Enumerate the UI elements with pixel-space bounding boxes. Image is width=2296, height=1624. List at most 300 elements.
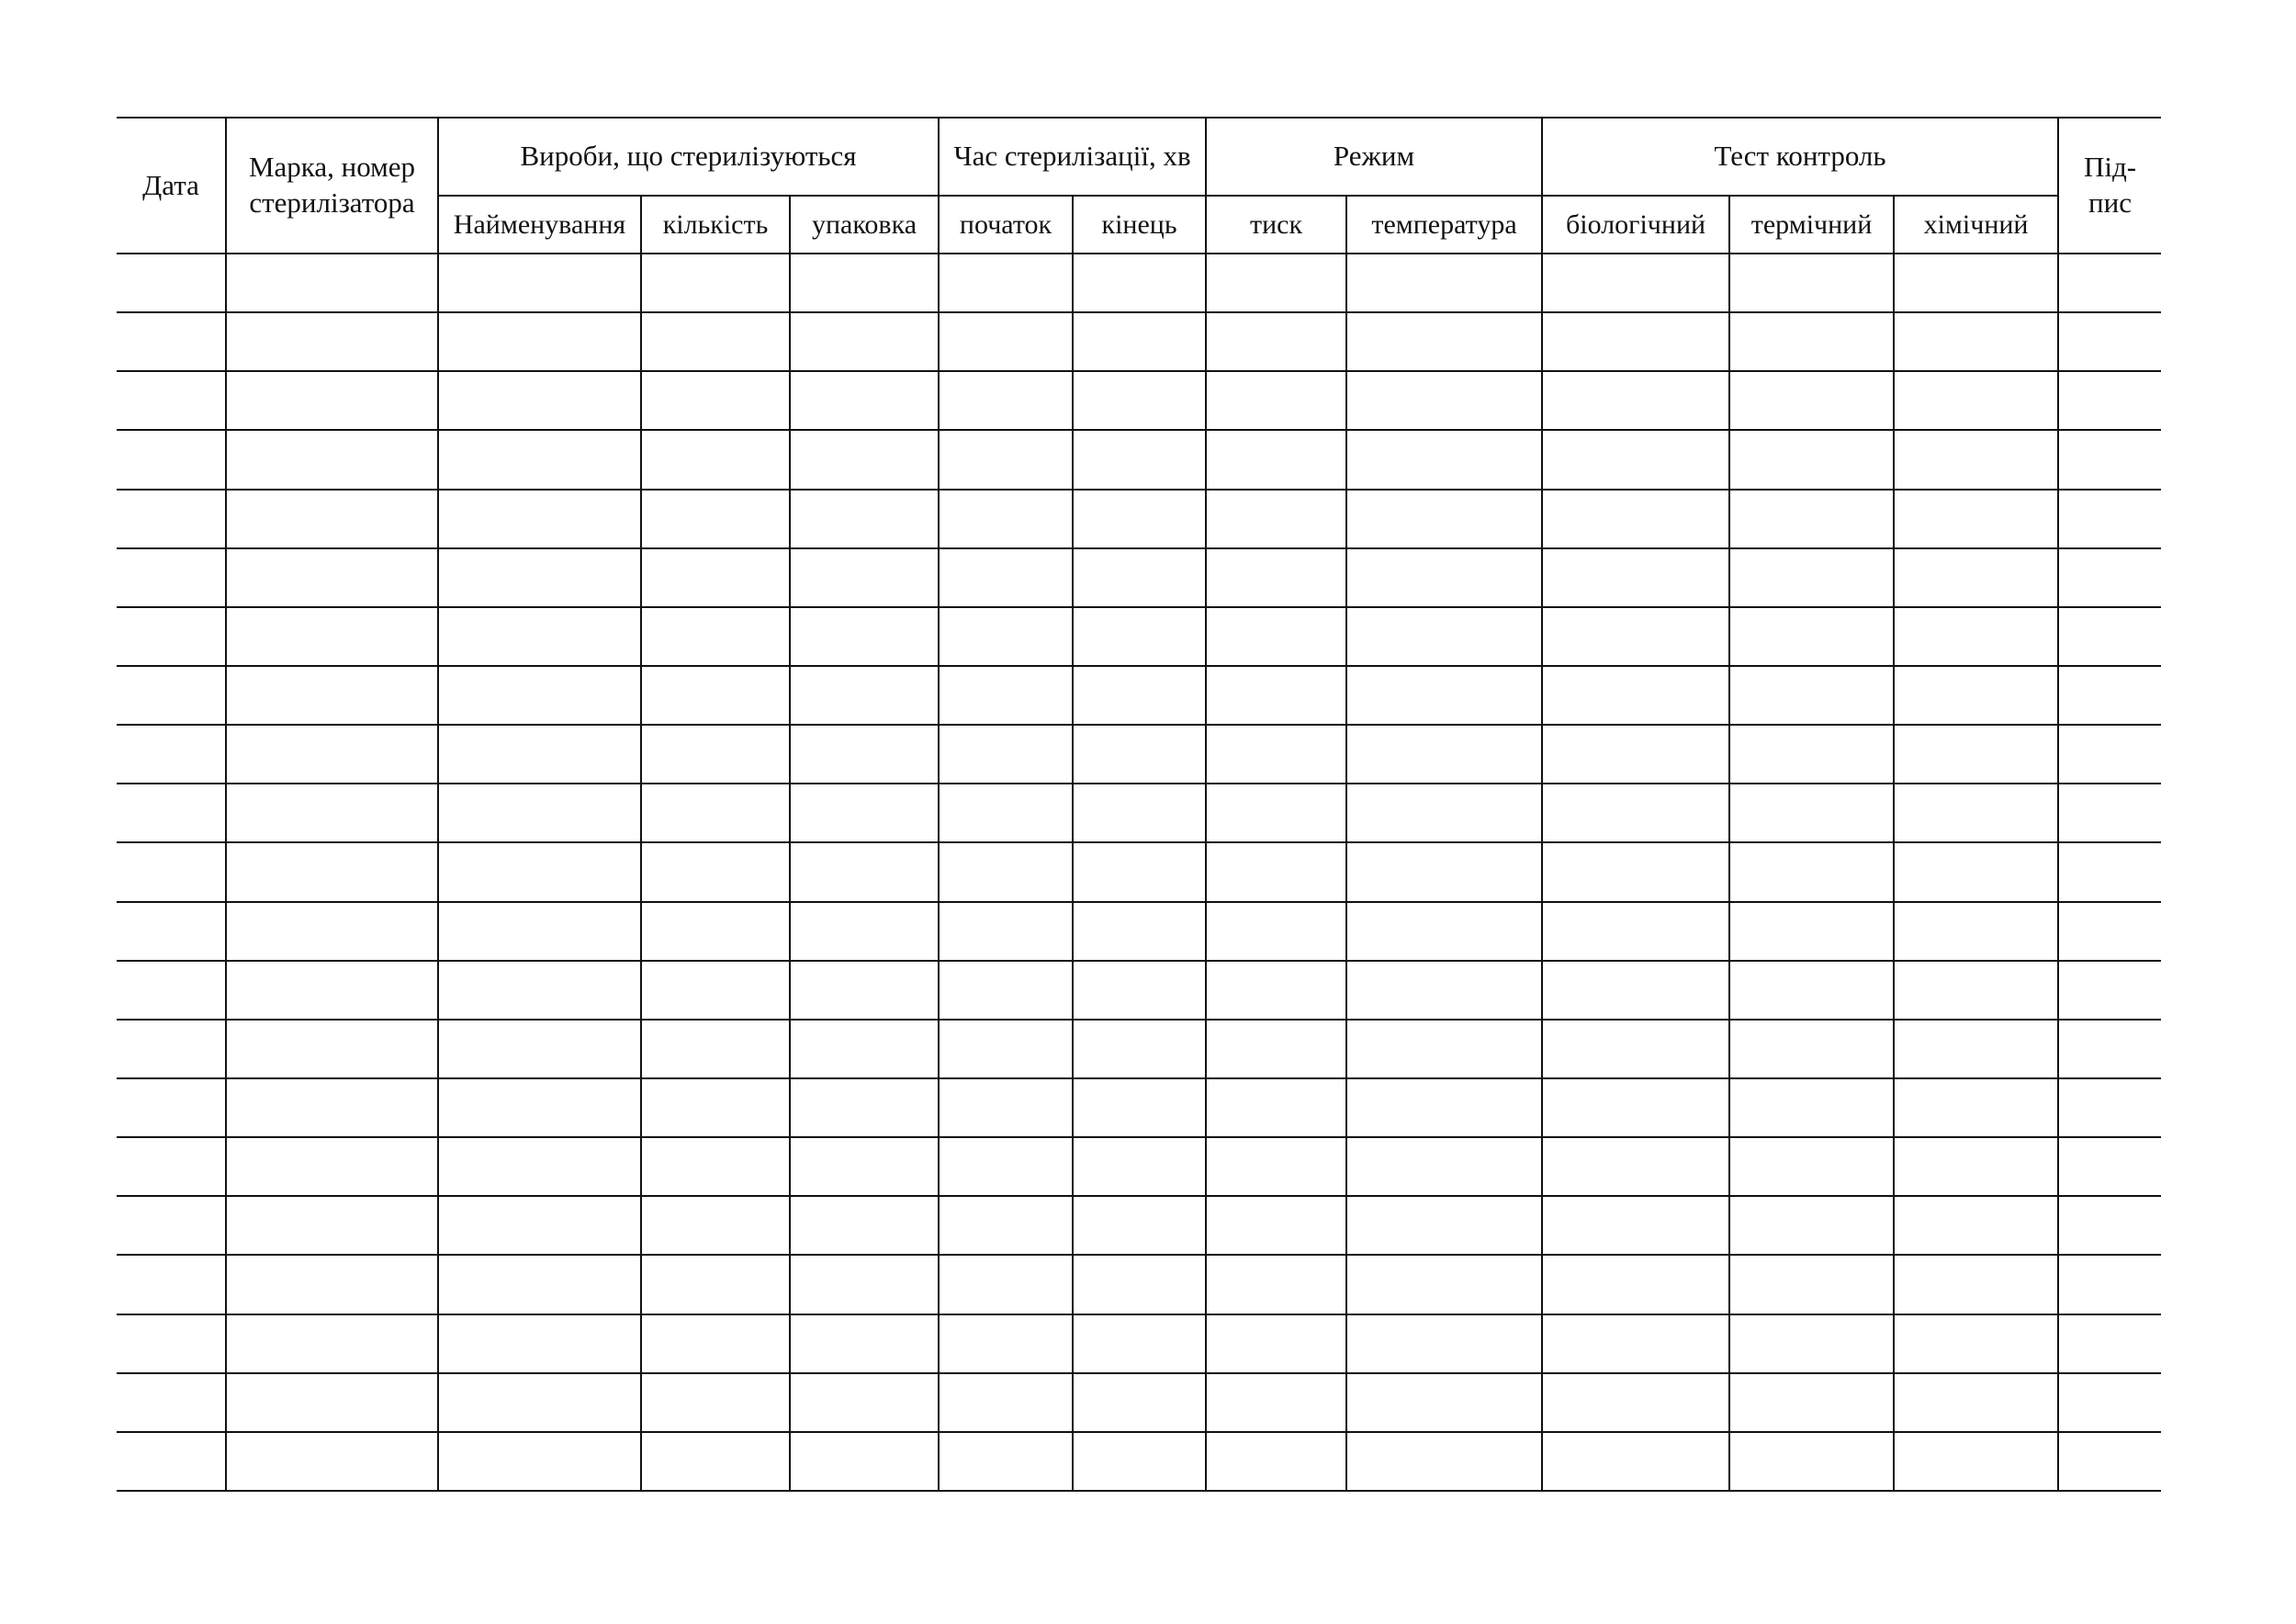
table-cell[interactable]: [1073, 961, 1206, 1020]
table-cell[interactable]: [1073, 1255, 1206, 1314]
table-cell[interactable]: [226, 490, 438, 548]
table-cell[interactable]: [1346, 1432, 1542, 1491]
table-cell[interactable]: [1346, 254, 1542, 312]
table-cell[interactable]: [438, 1432, 641, 1491]
subheader-temperature: температура: [1346, 196, 1542, 254]
table-cell[interactable]: [1894, 548, 2058, 607]
table-cell[interactable]: [1073, 902, 1206, 961]
table-cell[interactable]: [641, 254, 790, 312]
table-cell[interactable]: [790, 1432, 939, 1491]
table-cell[interactable]: [939, 666, 1073, 725]
table-cell[interactable]: [117, 842, 226, 901]
table-cell[interactable]: [2058, 902, 2161, 961]
table-cell[interactable]: [641, 1137, 790, 1196]
table-cell[interactable]: [1542, 784, 1729, 842]
table-cell[interactable]: [1346, 902, 1542, 961]
table-cell[interactable]: [641, 725, 790, 784]
table-cell[interactable]: [226, 666, 438, 725]
table-cell[interactable]: [641, 312, 790, 371]
table-cell[interactable]: [117, 1137, 226, 1196]
table-cell[interactable]: [1206, 1314, 1346, 1373]
table-cell[interactable]: [438, 1020, 641, 1078]
table-cell[interactable]: [1729, 1078, 1894, 1137]
table-cell[interactable]: [438, 902, 641, 961]
table-cell[interactable]: [2058, 607, 2161, 666]
table-cell[interactable]: [117, 1020, 226, 1078]
table-cell[interactable]: [1542, 371, 1729, 430]
table-cell[interactable]: [438, 254, 641, 312]
table-cell[interactable]: [939, 490, 1073, 548]
table-cell[interactable]: [1894, 1020, 2058, 1078]
table-cell[interactable]: [641, 371, 790, 430]
table-cell[interactable]: [790, 842, 939, 901]
table-row: [117, 725, 2161, 784]
table-cell[interactable]: [1346, 961, 1542, 1020]
table-cell[interactable]: [2058, 1196, 2161, 1255]
table-cell[interactable]: [1729, 1137, 1894, 1196]
table-cell[interactable]: [1206, 430, 1346, 489]
table-cell[interactable]: [1073, 1314, 1206, 1373]
table-cell[interactable]: [226, 1314, 438, 1373]
table-cell[interactable]: [1073, 842, 1206, 901]
table-cell[interactable]: [1346, 490, 1542, 548]
table-cell[interactable]: [226, 902, 438, 961]
table-cell[interactable]: [641, 902, 790, 961]
table-cell[interactable]: [1346, 666, 1542, 725]
table-cell[interactable]: [790, 254, 939, 312]
table-cell[interactable]: [790, 1196, 939, 1255]
table-cell[interactable]: [1206, 607, 1346, 666]
table-row: [117, 371, 2161, 430]
table-cell[interactable]: [2058, 430, 2161, 489]
table-cell[interactable]: [1346, 607, 1542, 666]
table-cell[interactable]: [1073, 254, 1206, 312]
table-cell[interactable]: [1346, 312, 1542, 371]
table-cell[interactable]: [939, 607, 1073, 666]
table-cell[interactable]: [939, 842, 1073, 901]
table-cell[interactable]: [2058, 1137, 2161, 1196]
table-cell[interactable]: [1346, 1137, 1542, 1196]
table-cell[interactable]: [790, 371, 939, 430]
table-cell[interactable]: [641, 430, 790, 489]
table-cell[interactable]: [1542, 902, 1729, 961]
table-cell[interactable]: [438, 1137, 641, 1196]
table-cell[interactable]: [2058, 725, 2161, 784]
table-cell[interactable]: [790, 666, 939, 725]
table-cell[interactable]: [790, 1078, 939, 1137]
table-cell[interactable]: [1206, 1137, 1346, 1196]
header-items-group: Вироби, що стерилізуються: [438, 118, 939, 196]
table-cell[interactable]: [117, 1432, 226, 1491]
table-cell[interactable]: [117, 784, 226, 842]
table-cell[interactable]: [1894, 666, 2058, 725]
table-cell[interactable]: [1542, 842, 1729, 901]
table-cell[interactable]: [1894, 1373, 2058, 1432]
table-cell[interactable]: [438, 312, 641, 371]
table-cell[interactable]: [117, 1255, 226, 1314]
table-cell[interactable]: [1206, 842, 1346, 901]
table-cell[interactable]: [438, 842, 641, 901]
subheader-pressure: тиск: [1206, 196, 1346, 254]
table-row: [117, 1020, 2161, 1078]
table-cell[interactable]: [1729, 312, 1894, 371]
table-cell[interactable]: [117, 548, 226, 607]
subheader-biological: біологічний: [1542, 196, 1729, 254]
table-cell[interactable]: [1073, 548, 1206, 607]
table-cell[interactable]: [939, 1196, 1073, 1255]
table-cell[interactable]: [790, 1373, 939, 1432]
table-cell[interactable]: [2058, 842, 2161, 901]
table-cell[interactable]: [641, 666, 790, 725]
table-cell[interactable]: [1894, 430, 2058, 489]
table-cell[interactable]: [641, 1255, 790, 1314]
table-cell[interactable]: [641, 1196, 790, 1255]
table-cell[interactable]: [1073, 312, 1206, 371]
table-cell[interactable]: [438, 430, 641, 489]
table-cell[interactable]: [1542, 430, 1729, 489]
table-cell[interactable]: [117, 430, 226, 489]
table-cell[interactable]: [1729, 607, 1894, 666]
table-cell[interactable]: [117, 961, 226, 1020]
table-cell[interactable]: [641, 548, 790, 607]
table-cell[interactable]: [1542, 1373, 1729, 1432]
table-cell[interactable]: [1542, 1020, 1729, 1078]
table-cell[interactable]: [1206, 1255, 1346, 1314]
table-cell[interactable]: [226, 1432, 438, 1491]
table-cell[interactable]: [1206, 784, 1346, 842]
table-cell[interactable]: [1206, 725, 1346, 784]
table-cell[interactable]: [1729, 1432, 1894, 1491]
table-cell[interactable]: [939, 1137, 1073, 1196]
table-cell[interactable]: [939, 1373, 1073, 1432]
table-cell[interactable]: [790, 312, 939, 371]
table-cell[interactable]: [1206, 902, 1346, 961]
table-cell[interactable]: [790, 1314, 939, 1373]
table-cell[interactable]: [1542, 1078, 1729, 1137]
table-cell[interactable]: [1346, 842, 1542, 901]
table-cell[interactable]: [1542, 312, 1729, 371]
table-cell[interactable]: [1894, 725, 2058, 784]
header-row-main: [117, 118, 2161, 196]
table-cell[interactable]: [1073, 1432, 1206, 1491]
subheader-start: початок: [939, 196, 1073, 254]
table-cell[interactable]: [641, 607, 790, 666]
table-cell[interactable]: [1894, 1078, 2058, 1137]
table-cell[interactable]: [1729, 1020, 1894, 1078]
table-cell[interactable]: [438, 607, 641, 666]
table-cell[interactable]: [117, 1196, 226, 1255]
table-cell[interactable]: [438, 1196, 641, 1255]
table-cell[interactable]: [1729, 254, 1894, 312]
table-cell[interactable]: [1894, 254, 2058, 312]
table-cell[interactable]: [226, 430, 438, 489]
table-cell[interactable]: [226, 312, 438, 371]
table-cell[interactable]: [1542, 1196, 1729, 1255]
table-cell[interactable]: [641, 1314, 790, 1373]
table-cell[interactable]: [939, 1020, 1073, 1078]
table-cell[interactable]: [939, 548, 1073, 607]
table-cell[interactable]: [790, 607, 939, 666]
table-cell[interactable]: [226, 607, 438, 666]
table-cell[interactable]: [1729, 1314, 1894, 1373]
table-cell[interactable]: [939, 1255, 1073, 1314]
table-cell[interactable]: [1346, 430, 1542, 489]
table-cell[interactable]: [1894, 784, 2058, 842]
table-cell[interactable]: [1346, 1196, 1542, 1255]
table-cell[interactable]: [1729, 725, 1894, 784]
table-cell[interactable]: [438, 371, 641, 430]
table-cell[interactable]: [226, 961, 438, 1020]
table-cell[interactable]: [2058, 312, 2161, 371]
table-row: [117, 1196, 2161, 1255]
table-cell[interactable]: [1206, 312, 1346, 371]
table-cell[interactable]: [939, 312, 1073, 371]
table-cell[interactable]: [1542, 961, 1729, 1020]
table-cell[interactable]: [117, 1314, 226, 1373]
table-cell[interactable]: [438, 1078, 641, 1137]
table-cell[interactable]: [117, 254, 226, 312]
table-cell[interactable]: [117, 607, 226, 666]
table-cell[interactable]: [438, 1373, 641, 1432]
table-cell[interactable]: [1073, 1373, 1206, 1432]
table-cell[interactable]: [790, 784, 939, 842]
table-cell[interactable]: [939, 371, 1073, 430]
table-cell[interactable]: [226, 1078, 438, 1137]
table-cell[interactable]: [1346, 1373, 1542, 1432]
table-cell[interactable]: [117, 490, 226, 548]
subheader-quantity: кількість: [641, 196, 790, 254]
table-cell[interactable]: [790, 961, 939, 1020]
table-cell[interactable]: [2058, 1078, 2161, 1137]
table-row: [117, 430, 2161, 489]
table-cell[interactable]: [641, 1020, 790, 1078]
table-cell[interactable]: [939, 1314, 1073, 1373]
table-cell[interactable]: [1542, 1432, 1729, 1491]
table-cell[interactable]: [1894, 312, 2058, 371]
table-cell[interactable]: [1542, 1255, 1729, 1314]
table-cell[interactable]: [939, 961, 1073, 1020]
table-cell[interactable]: [1206, 1196, 1346, 1255]
table-cell[interactable]: [790, 1255, 939, 1314]
table-cell[interactable]: [1542, 254, 1729, 312]
table-row: [117, 1432, 2161, 1491]
header-time-group: Час стерилізації, хв: [939, 118, 1206, 196]
table-cell[interactable]: [438, 784, 641, 842]
table-cell[interactable]: [2058, 254, 2161, 312]
table-cell[interactable]: [1894, 1255, 2058, 1314]
table-cell[interactable]: [641, 1373, 790, 1432]
table-cell[interactable]: [226, 371, 438, 430]
table-cell[interactable]: [226, 1020, 438, 1078]
table-cell[interactable]: [1206, 1432, 1346, 1491]
table-cell[interactable]: [1073, 666, 1206, 725]
table-cell[interactable]: [1729, 666, 1894, 725]
table-cell[interactable]: [1729, 902, 1894, 961]
table-cell[interactable]: [939, 254, 1073, 312]
table-cell[interactable]: [790, 1020, 939, 1078]
table-cell[interactable]: [1206, 1078, 1346, 1137]
table-cell[interactable]: [1206, 490, 1346, 548]
table-cell[interactable]: [226, 725, 438, 784]
table-cell[interactable]: [790, 725, 939, 784]
sterilization-log-table: [117, 117, 2161, 1492]
table-cell[interactable]: [1729, 1255, 1894, 1314]
table-cell[interactable]: [641, 1078, 790, 1137]
table-cell[interactable]: [1894, 607, 2058, 666]
table-cell[interactable]: [1073, 490, 1206, 548]
table-cell[interactable]: [1729, 548, 1894, 607]
table-cell[interactable]: [1346, 725, 1542, 784]
table-cell[interactable]: [939, 1078, 1073, 1137]
table-cell[interactable]: [1542, 607, 1729, 666]
table-cell[interactable]: [1729, 842, 1894, 901]
header-mode-group: Режим: [1206, 118, 1542, 196]
table-cell[interactable]: [117, 1078, 226, 1137]
table-cell[interactable]: [641, 842, 790, 901]
table-cell[interactable]: [2058, 1255, 2161, 1314]
table-cell[interactable]: [641, 961, 790, 1020]
table-cell[interactable]: [117, 1373, 226, 1432]
table-cell[interactable]: [2058, 371, 2161, 430]
table-cell[interactable]: [438, 1314, 641, 1373]
table-cell[interactable]: [1542, 666, 1729, 725]
table-cell[interactable]: [790, 1137, 939, 1196]
table-row: [117, 490, 2161, 548]
table-cell[interactable]: [641, 1432, 790, 1491]
table-cell[interactable]: [641, 784, 790, 842]
table-cell[interactable]: [226, 548, 438, 607]
table-cell[interactable]: [2058, 666, 2161, 725]
table-cell[interactable]: [1894, 1196, 2058, 1255]
table-cell[interactable]: [1894, 371, 2058, 430]
table-cell[interactable]: [2058, 490, 2161, 548]
table-cell[interactable]: [939, 725, 1073, 784]
table-cell[interactable]: [1542, 725, 1729, 784]
table-cell[interactable]: [1346, 1020, 1542, 1078]
table-cell[interactable]: [438, 1255, 641, 1314]
table-cell[interactable]: [1346, 1078, 1542, 1137]
table-cell[interactable]: [939, 430, 1073, 489]
table-cell[interactable]: [1542, 1137, 1729, 1196]
table-cell[interactable]: [1073, 430, 1206, 489]
table-cell[interactable]: [939, 1432, 1073, 1491]
table-cell[interactable]: [1894, 490, 2058, 548]
table-cell[interactable]: [438, 725, 641, 784]
table-cell[interactable]: [1729, 490, 1894, 548]
table-cell[interactable]: [2058, 784, 2161, 842]
table-cell[interactable]: [117, 312, 226, 371]
table-cell[interactable]: [2058, 548, 2161, 607]
table-cell[interactable]: [1894, 1314, 2058, 1373]
header-test-group: Тест контроль: [1542, 118, 2058, 196]
table-row: [117, 666, 2161, 725]
table-cell[interactable]: [226, 1255, 438, 1314]
table-cell[interactable]: [226, 842, 438, 901]
table-cell[interactable]: [1346, 784, 1542, 842]
table-cell[interactable]: [1542, 490, 1729, 548]
table-cell[interactable]: [1729, 1373, 1894, 1432]
table-cell[interactable]: [790, 548, 939, 607]
table-cell[interactable]: [1206, 371, 1346, 430]
table-cell[interactable]: [790, 490, 939, 548]
table-row: [117, 842, 2161, 901]
table-cell[interactable]: [1206, 254, 1346, 312]
subheader-end: кінець: [1073, 196, 1206, 254]
table-cell[interactable]: [1542, 1314, 1729, 1373]
table-cell[interactable]: [1729, 784, 1894, 842]
table-cell[interactable]: [1206, 666, 1346, 725]
table-cell[interactable]: [1346, 1314, 1542, 1373]
table-cell[interactable]: [790, 902, 939, 961]
table-cell[interactable]: [117, 371, 226, 430]
table-cell[interactable]: [1206, 961, 1346, 1020]
table-cell[interactable]: [438, 666, 641, 725]
table-cell[interactable]: [2058, 1373, 2161, 1432]
table-cell[interactable]: [939, 902, 1073, 961]
subheader-name: Найменування: [438, 196, 641, 254]
table-cell[interactable]: [1729, 371, 1894, 430]
table-cell[interactable]: [117, 666, 226, 725]
table-cell[interactable]: [1894, 902, 2058, 961]
table-row: [117, 254, 2161, 312]
table-cell[interactable]: [641, 490, 790, 548]
table-cell[interactable]: [1894, 1137, 2058, 1196]
table-cell[interactable]: [1729, 430, 1894, 489]
table-cell[interactable]: [1206, 1373, 1346, 1432]
table-cell[interactable]: [790, 430, 939, 489]
table-cell[interactable]: [438, 961, 641, 1020]
table-cell[interactable]: [1073, 607, 1206, 666]
table-row: [117, 784, 2161, 842]
table-cell[interactable]: [1894, 1432, 2058, 1491]
table-cell[interactable]: [1729, 1196, 1894, 1255]
table-cell[interactable]: [226, 1373, 438, 1432]
table-cell[interactable]: [1073, 1196, 1206, 1255]
table-cell[interactable]: [1073, 1020, 1206, 1078]
table-cell[interactable]: [2058, 1314, 2161, 1373]
table-cell[interactable]: [1346, 371, 1542, 430]
table-cell[interactable]: [2058, 1020, 2161, 1078]
table-cell[interactable]: [939, 784, 1073, 842]
table-cell[interactable]: [1894, 842, 2058, 901]
table-cell[interactable]: [1073, 725, 1206, 784]
table-cell[interactable]: [1206, 1020, 1346, 1078]
table-cell[interactable]: [2058, 1432, 2161, 1491]
table-cell[interactable]: [1073, 371, 1206, 430]
table-cell[interactable]: [117, 902, 226, 961]
table-cell[interactable]: [438, 490, 641, 548]
table-cell[interactable]: [226, 1196, 438, 1255]
table-cell[interactable]: [1346, 1255, 1542, 1314]
table-row: [117, 1314, 2161, 1373]
table-cell[interactable]: [2058, 961, 2161, 1020]
table-cell[interactable]: [1894, 961, 2058, 1020]
table-cell[interactable]: [117, 725, 226, 784]
table-cell[interactable]: [1346, 548, 1542, 607]
table-cell[interactable]: [226, 1137, 438, 1196]
table-cell[interactable]: [226, 254, 438, 312]
table-cell[interactable]: [1542, 548, 1729, 607]
table-cell[interactable]: [438, 548, 641, 607]
table-cell[interactable]: [1073, 1137, 1206, 1196]
table-cell[interactable]: [226, 784, 438, 842]
table-cell[interactable]: [1073, 1078, 1206, 1137]
table-cell[interactable]: [1073, 784, 1206, 842]
table-row: [117, 607, 2161, 666]
table-row: [117, 548, 2161, 607]
table-cell[interactable]: [1729, 961, 1894, 1020]
table-cell[interactable]: [1206, 548, 1346, 607]
